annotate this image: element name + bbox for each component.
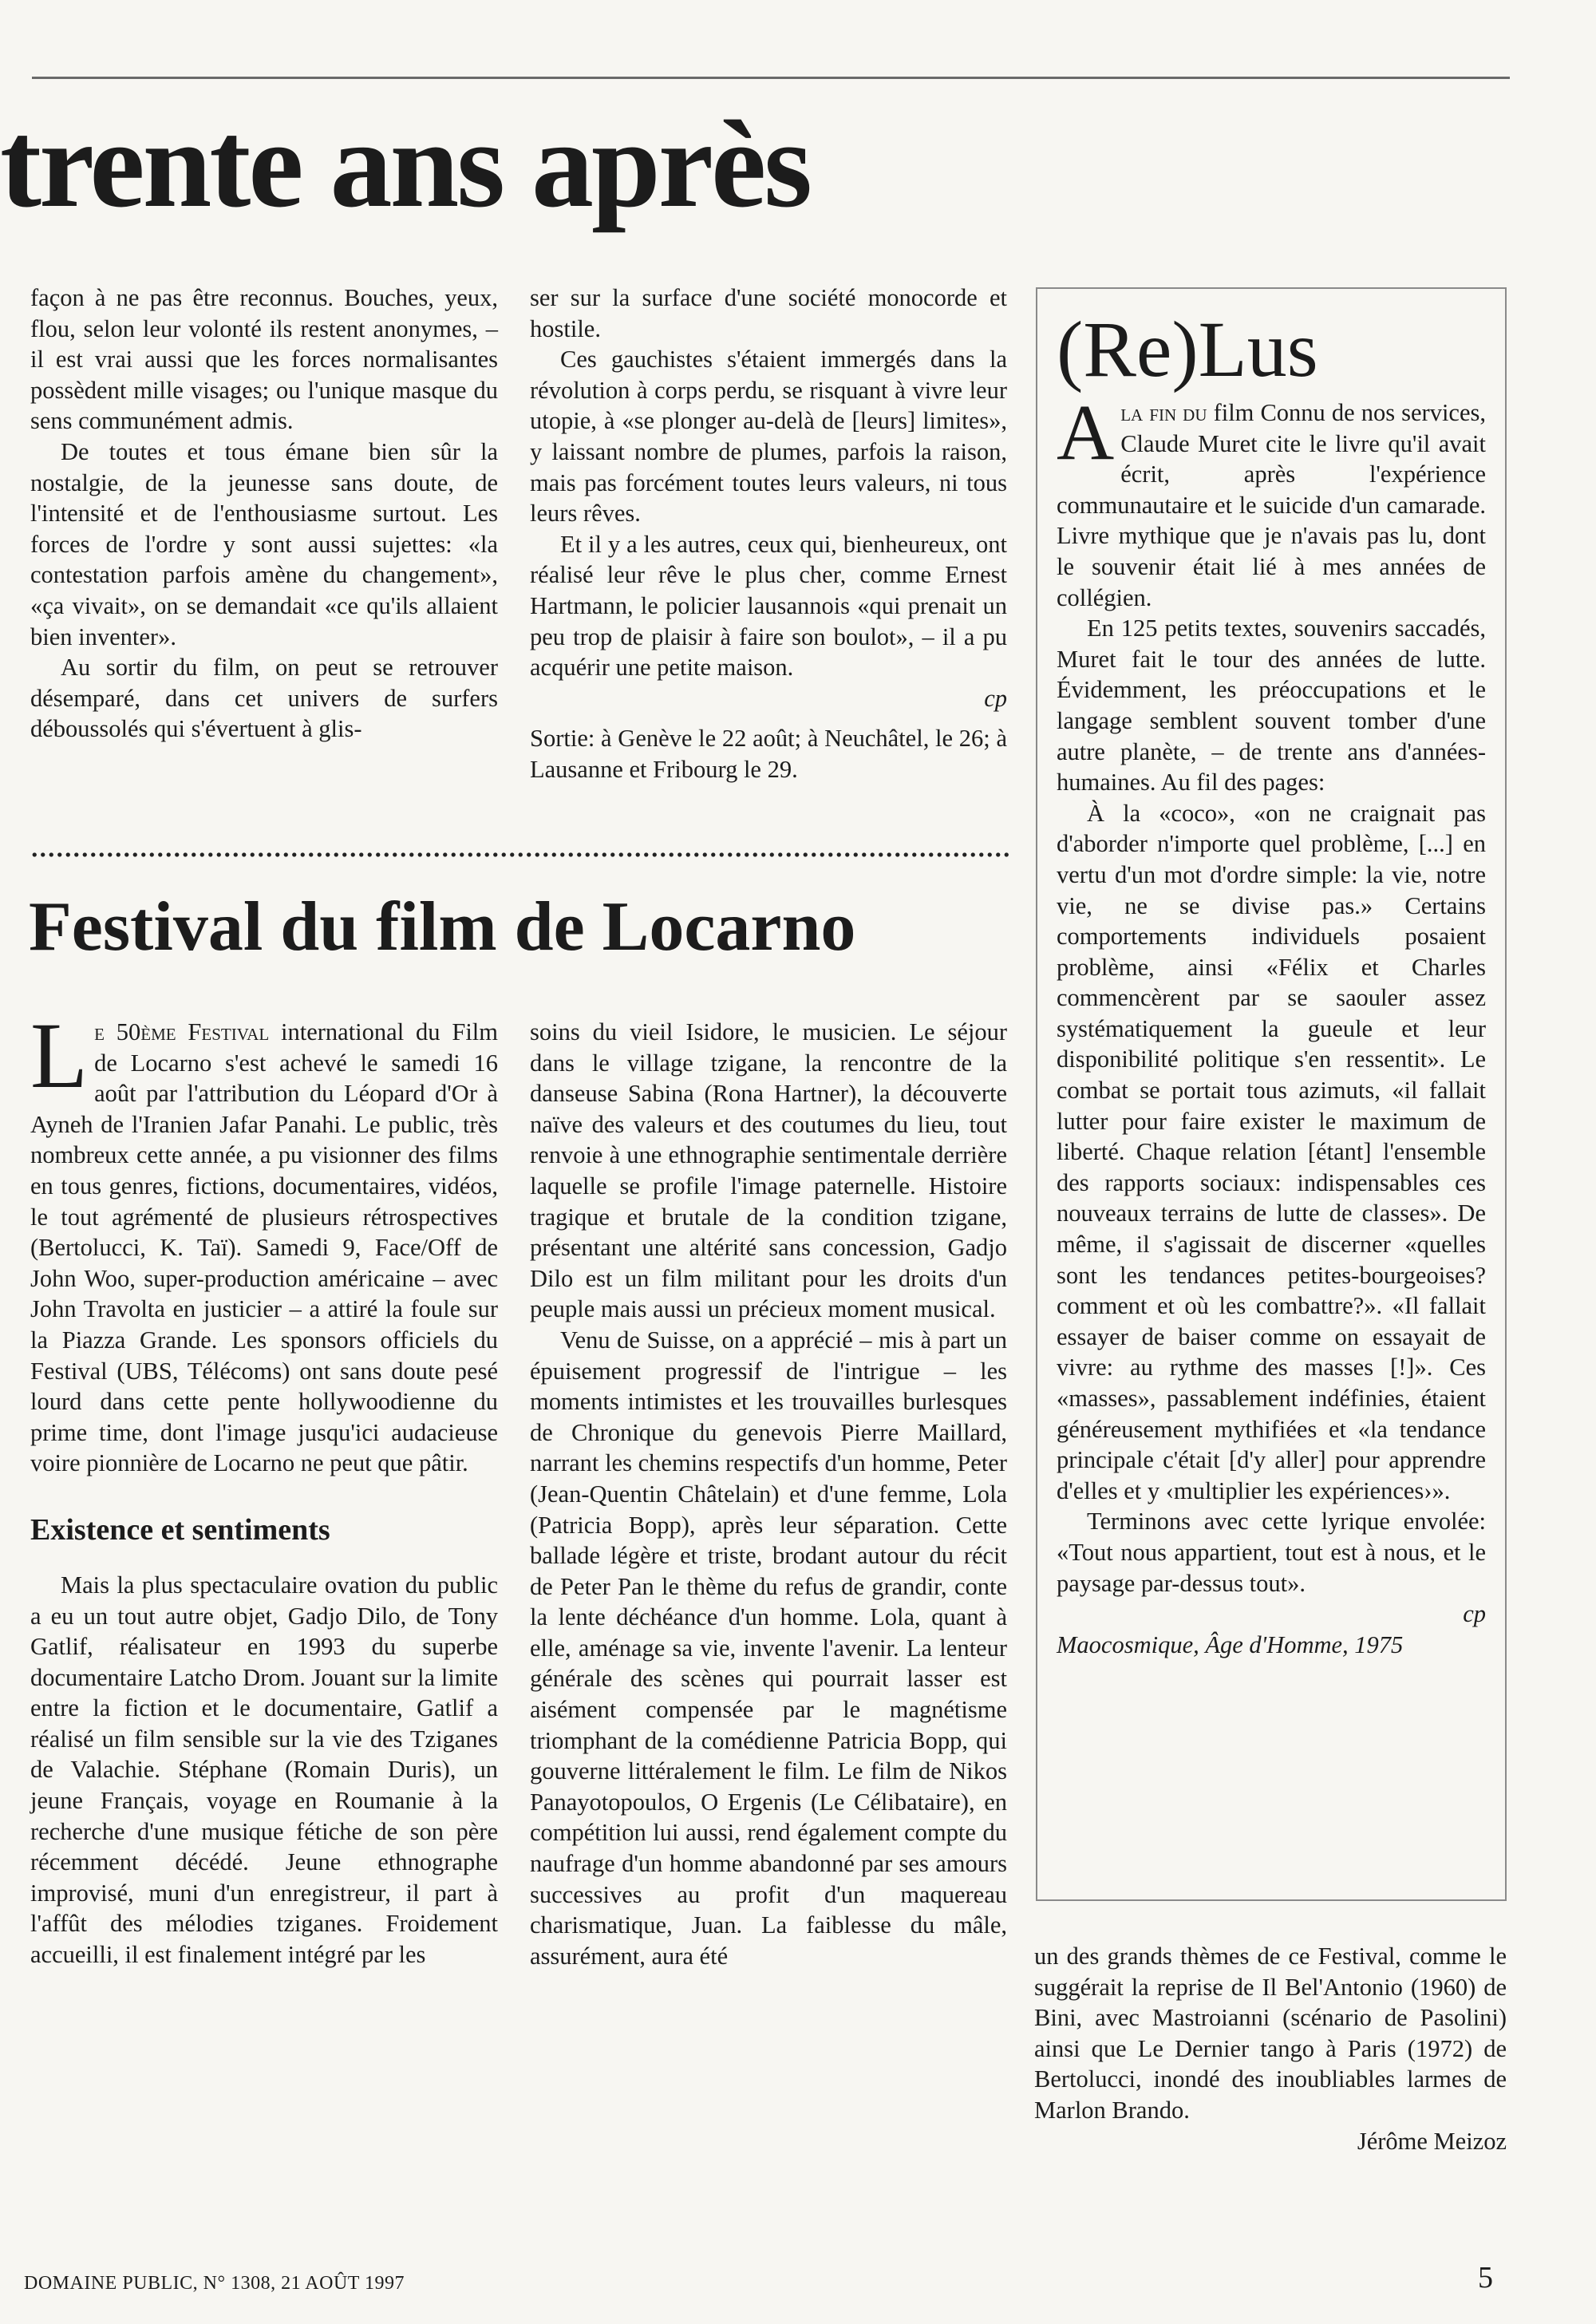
relus-sidebar [1036,287,1507,1901]
festival-column-3 [1034,1941,1507,2156]
lead-text: film Connu de nos services, Claude Muret cite le livre qu'il avait écrit, après l'expérience communautaire et le suicide d'un camarade. Livre mythique que je n'avais pas lu, dont le souvenir était lié à mes années de collégien. [1057,399,1487,611]
festival-column-2 [530,1017,1007,1971]
sidebar-source: Maocosmique, Âge d'Homme, 1975 [1057,1630,1404,1658]
paragraph: Terminons avec cette lyrique envolée: «Tout nous appartient, tout est à nous, et le paysage par-dessus tout». [1057,1508,1486,1597]
lead-text: international du Film de Locarno s'est achevé le samedi 16 août par l'attribution du Léopard d'Or à Ayneh de l'Iranien Jafar Panahi. Le public, très nombreux cette année, a pu visionner des films en tous genres, fictions, documentaires, vidéos, le tout agrémenté de plusieurs rétrospectives (Bertolucci, K. Taï). Samedi 9, Face/Off de John Woo, super-production américaine – avec John Travolta en justicier – a attiré la foule sur la Piazza Grande. Les sponsors officiels du Festival (UBS, Télécoms) ont sans doute pesé lourd dans cette pente hollywoodienne du prime time, dont l'image jusqu'ici audacieuse voire pionnière de Locarno ne peut que pâtir. [30,1018,498,1477]
lead-paragraph [30,1003,498,1479]
paragraph: Mais la plus spectaculaire ovation du public a eu un tout autre objet, Gadjo Dilo, de Tony Gatlif, réalisateur en 1993 du superbe documentaire Latcho Drom. Jouant sur la limite entre la fiction et le documentaire, Gatlif a réalisé un film sensible sur la vie des Tziganes de Valachie. Stéphane (Romain Duris), un jeune Français, voyage en Roumanie à la recherche d'une musique fétiche de son père récemment décédé. Jeune ethnographe improvisé, muni d'un enregistreur, il part à l'affût des mélodies tziganes. Froidement accueilli, il est finalement intégré par les [30,1571,498,1969]
paragraph: De toutes et tous émane bien sûr la nostalgie, de la jeunesse sans doute, de l'intensité et de l'enthousiasme surtout. Les forces de l'ordre y sont aussi sujettes: «la contestation parfois amène du changement», «ça vivait», on se demandait «ce qu'ils allaient bien inventer». [30,437,498,650]
top-rule [32,77,1510,79]
paragraph: Et il y a les autres, ceux qui, bienheureux, ont réalisé leur rêve le plus cher, comme Ernest Hartmann, le policier lausannois «qui prenait un peu trop de plaisir à faire son boulot», – il a pu acquérir une petite maison. [530,530,1007,682]
festival-title: Festival du film de Locarno [29,888,856,966]
sidebar-title: (Re)Lus [1057,305,1318,393]
paragraph: soins du vieil Isidore, le musicien. Le séjour dans le village tzigane, la rencontre de la danseuse Sabina (Rona Hartner), la découverte naïve des valeurs et des coutumes du lieu, tout renvoie à une ethnographie sentimentale derrière laquelle se profile l'image paternelle. Histoire tragique et brutale de la condition tzigane, présentant une altérité sans concession, Gadjo Dilo est un film militant pour les droits d'un peuple mais aussi un précieux moment musical. [530,1018,1007,1323]
article1-column-1 [30,283,498,745]
paragraph: un des grands thèmes de ce Festival, comme le suggérait la reprise de Il Bel'Antonio (1960) de Bini, avec Mastroianni (scénario de Pasolini) ainsi que Le Dernier tango à Paris (1972) de Bertolucci, inondé des inoubliables larmes de Marlon Brando. [1034,1943,1507,2124]
paragraph: Ces gauchistes s'étaient immergés dans la révolution à corps perdu, se risquant à vivre leur utopie, à «se plonger au-delà de [leurs] limites», y laissant nombre de plumes, parfois la raison, mais pas forcément toutes leurs valeurs, ni tous leurs rêves. [530,346,1007,528]
paragraph: Au sortir du film, on peut se retrouver désemparé, dans cet univers de surfers déboussolés qui s'évertuent à glis- [30,654,498,743]
release-dates: Sortie: à Genève le 22 août; à Neuchâtel, le 26; à Lausanne et Fribourg le 29. [530,725,1007,783]
paragraph: Venu de Suisse, on a apprécié – mis à part un épuisement progressif de l'intrigue – les moments intimistes et les trouvailles burlesques de Chronique du genevois Pierre Maillard, narrant les chemins respectifs d'un homme, Peter (Jean-Quentin Châtelain) et d'une femme, Lola (Patricia Bopp), après leur séparation. Cette ballade légère et triste, brodant autour du récit de Peter Pan le thème du refus de grandir, conte la lente déchéance d'un homme. Lola, quant à elle, aménage sa vie, invente l'avenir. La lenteur générale des scènes qui pourrait lasser est aisément compensée par le magnétisme triomphant de la comédienne Patricia Bopp, qui gouverne littéralement le film. Le film de Nikos Panayotopoulos, O Ergenis (Le Célibataire), en compétition lui aussi, rend également compte du naufrage d'un homme abandonné par ses amours successives au profit d'un maquereau charismatique, Juan. La faiblesse du mâle, assurément, aura été [530,1326,1007,1970]
sidebar-signature: cp [1463,1600,1486,1628]
article1-column-2 [530,283,1007,785]
page-headline: trente ans après [0,95,810,233]
page-number: 5 [1478,2261,1493,2294]
paragraph: façon à ne pas être reconnus. Bouches, yeux, flou, selon leur volonté ils restent anonymes, – il est vrai aussi que les forces normalisantes possèdent mille visages; ou l'unique masque du sens communément admis. [30,284,498,435]
drop-cap: A [1057,388,1115,476]
paragraph: À la «coco», «on ne craignait pas d'aborder n'importe quel problème, [...] en vertu d'un mot d'ordre simple: la vie, notre vie, ne se divise pas.» Certains comportements individuels posaient problème, ainsi «Félix et Charles commencèrent par se saouler assez systématiquement la gueule et leur disponibilité politique s'en ressentit». Le combat se portait tous azimuts, «il fallait lutter pour faire exister le maximum de liberté. Chaque relation [étant] l'ensemble des rapports sociaux: indispensables ces nouveaux terrains de lutte de classes». De même, il s'agissait de discerner «quelles sont les tendances petites-bourgeoises? comment et où les combattre?». «Il fallait essayer de baiser comme on essayait de vivre: au rythme des masses [!]». Ces «masses», passablement indéfinies, étaient généreusement mythifiées et «la tendance principale c'était [d'y aller] pour apprendre d'elles et y ‹multiplier les expériences›». [1057,799,1486,1504]
footer-publication: DOMAINE PUBLIC, N° 1308, 21 AOÛT 1997 [24,2273,405,2294]
sidebar-text [1057,388,1487,1660]
lead-smallcaps: e 50ème Festival [94,1018,270,1045]
author-name: Jérôme Meizoz [1357,2127,1507,2155]
dotted-separator [30,851,1009,859]
section-subhead: Existence et sentiments [30,1512,330,1547]
paragraph: En 125 petits textes, souvenirs saccadés, Muret fait le tour des années de lutte. Évidemment, les préoccupations et le langage semblent souvent tomber d'une autre planète, – de trente ans d'années-humaines. Au fil des pages: [1057,615,1486,796]
sidebar-lead [1057,388,1487,613]
article1-signature: cp [984,684,1007,712]
lead-smallcaps: la fin du [1120,399,1207,426]
festival-column-1 [30,1003,498,1970]
paragraph: ser sur la surface d'une société monocorde et hostile. [530,284,1007,342]
drop-cap: L [30,1003,89,1108]
